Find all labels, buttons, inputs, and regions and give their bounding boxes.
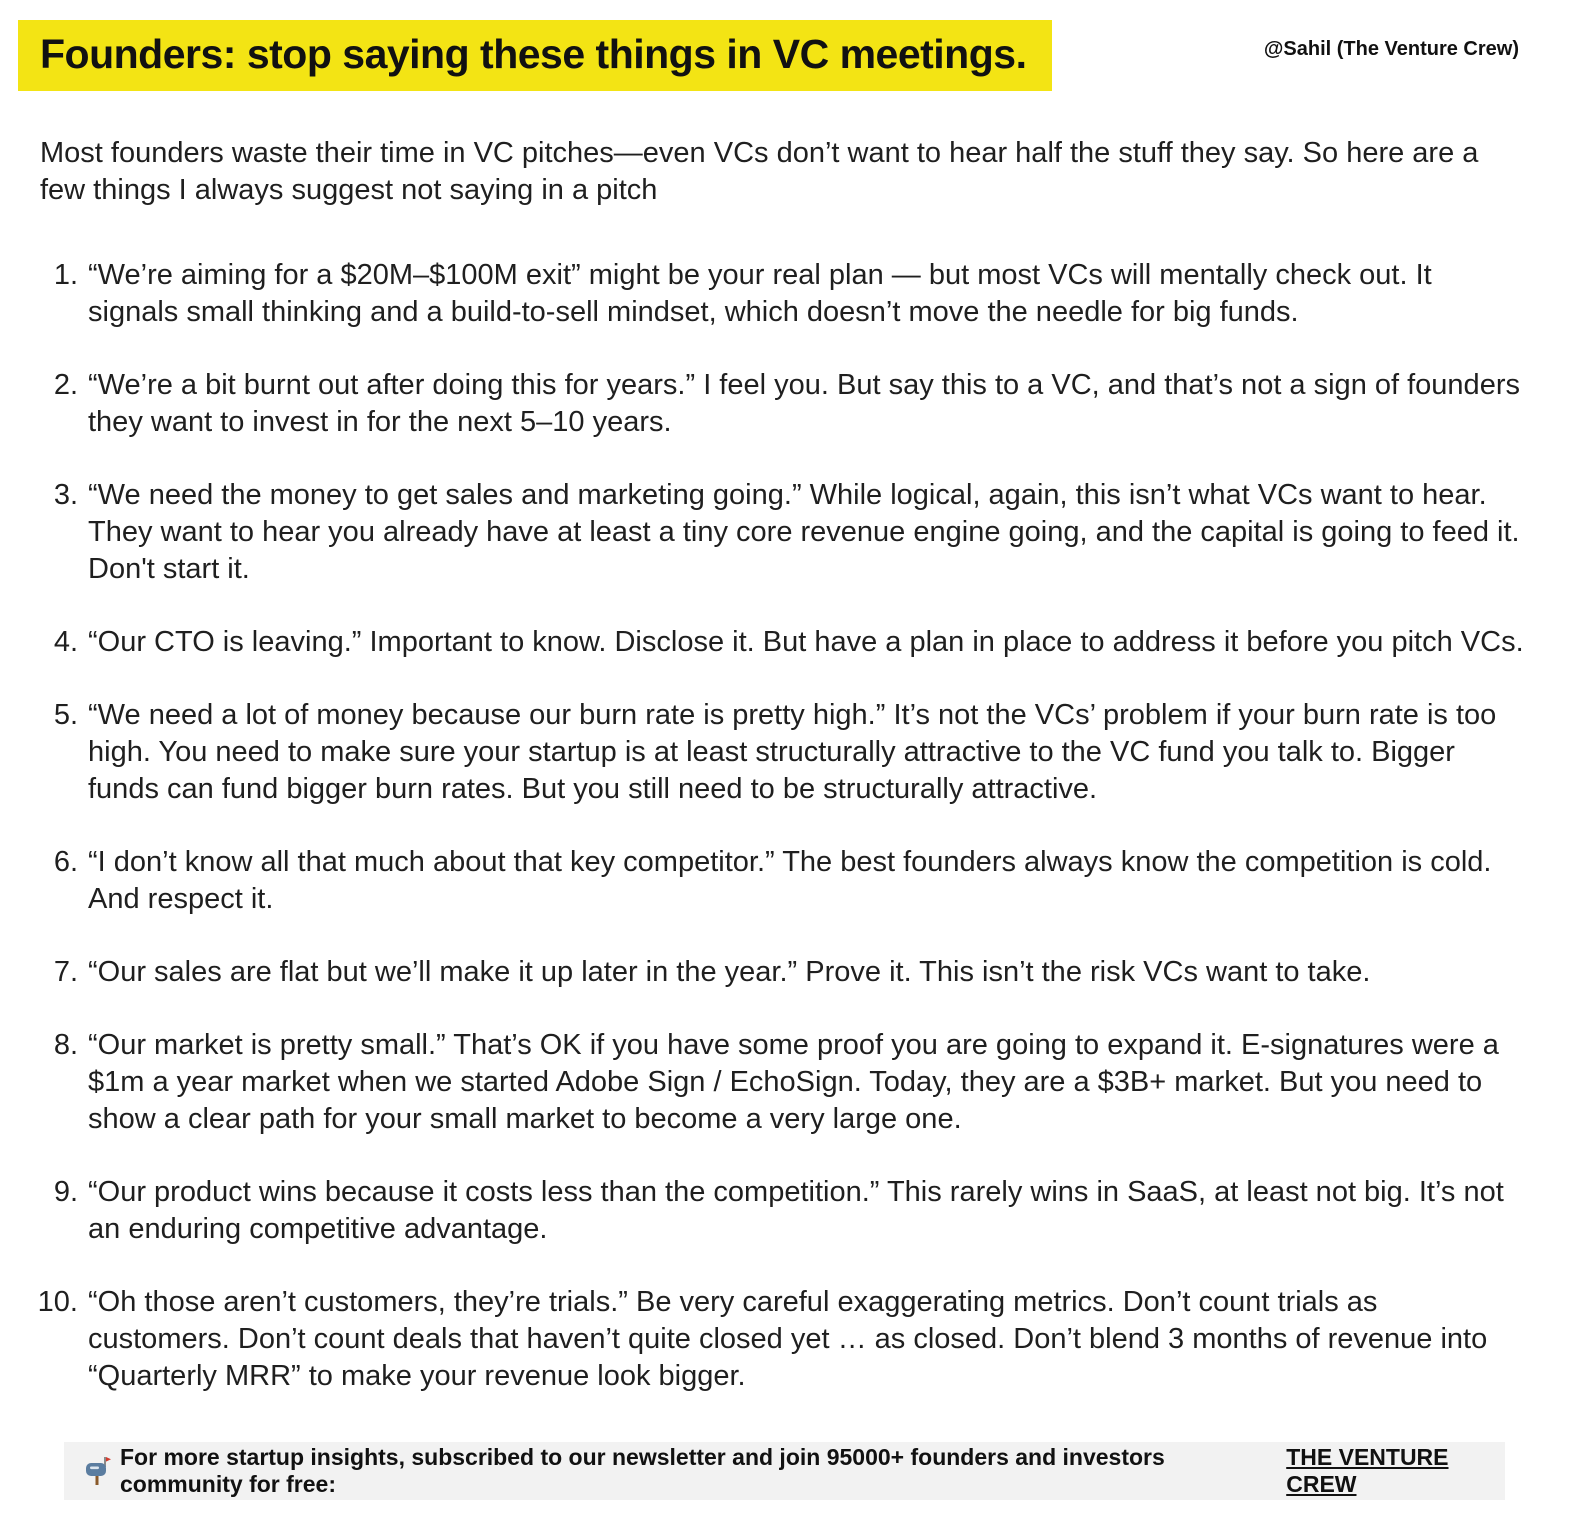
list-item-number: 5. (53, 699, 78, 731)
list-item-text: “Oh those aren’t customers, they’re trials.” Be very careful exaggerating metrics. Don’t count trials as customers. Don’t count deals that haven’t quite closed yet … as closed. Don’t blend 3 months of revenue into “Quarterly MRR” to make your revenue look bigger. (88, 1286, 1488, 1392)
page-title: Founders: stop saying these things in VC meetings. (40, 31, 1027, 77)
list-item-text: “We need a lot of money because our burn rate is pretty high.” It’s not the VCs’ problem if your burn rate is too high. You need to make sure your startup is at least structurally attractive to the VC fund you talk to. Bigger funds can fund bigger burn rates. But you still need to be structurally attractive. (88, 699, 1497, 805)
list-item (0, 624, 1569, 661)
list-item-text: “We’re aiming for a $20M–$100M exit” might be your real plan — but most VCs will mentally check out. It signals small thinking and a build-to-sell mindset, which doesn’t move the needle for big funds. (88, 259, 1432, 328)
list-item-text: “Our sales are flat but we’ll make it up later in the year.” Prove it. This isn’t the risk VCs want to take. (88, 956, 1371, 988)
list-item-text: “Our market is pretty small.” That’s OK if you have some proof you are going to expand it. E-signatures were a $1m a year market when we started Adobe Sign / EchoSign. Today, they are a $3B+ market. But you need to show a clear path for your small market to become a very large one. (88, 1029, 1499, 1135)
list-item-text: “We’re a bit burnt out after doing this for years.” I feel you. But say this to a VC, and that’s not a sign of founders they want to invest in for the next 5–10 years. (88, 369, 1520, 438)
list-item-number: 7. (53, 956, 78, 988)
header (0, 0, 1569, 91)
list-item-text: “I don’t know all that much about that key competitor.” The best founders always know the competition is cold. And respect it. (88, 846, 1492, 915)
list-item (0, 954, 1569, 991)
newsletter-text: For more startup insights, subscribed to our newsletter and join 95000+ founders and investors community for free: (120, 1444, 1165, 1497)
list-item-number: 9. (53, 1176, 78, 1208)
list-item (0, 1027, 1569, 1138)
list-item-number: 2. (53, 369, 78, 401)
list-item-number: 4. (53, 626, 78, 658)
list-item (0, 1284, 1569, 1395)
byline: @Sahil (The Venture Crew) (1263, 38, 1519, 60)
list-item (0, 477, 1569, 588)
list-item-text: “We need the money to get sales and marketing going.” While logical, again, this isn’t what VCs want to hear. They want to hear you already have at least a tiny core revenue engine going, and the capital is going to feed it. Don't start it. (88, 479, 1520, 585)
list-item-text: “Our CTO is leaving.” Important to know. Disclose it. But have a plan in place to address it before you pitch VCs. (88, 626, 1524, 658)
list-item-number: 3. (53, 479, 78, 511)
newsletter-banner (64, 1442, 1505, 1500)
newsletter-link[interactable]: THE VENTURE CREW (1286, 1444, 1449, 1497)
list-item (0, 257, 1569, 331)
list-item-text: “Our product wins because it costs less than the competition.” This rarely wins in SaaS, at least not big. It’s not an enduring competitive advantage. (88, 1176, 1504, 1245)
list-item (0, 367, 1569, 441)
list-item-number: 8. (53, 1029, 78, 1061)
list-item (0, 1174, 1569, 1248)
mailbox-icon (85, 1456, 111, 1486)
list-item (0, 844, 1569, 918)
list-item-number: 10. (37, 1286, 78, 1318)
advice-list (0, 257, 1569, 1395)
list-item-number: 1. (53, 259, 78, 291)
title-highlight (18, 20, 1052, 91)
list-item (0, 697, 1569, 808)
intro-paragraph: Most founders waste their time in VC pitches—even VCs don’t want to hear half the stuff they say. So here are a few things I always suggest not saying in a pitch (40, 137, 1479, 206)
list-item-number: 6. (53, 846, 78, 878)
